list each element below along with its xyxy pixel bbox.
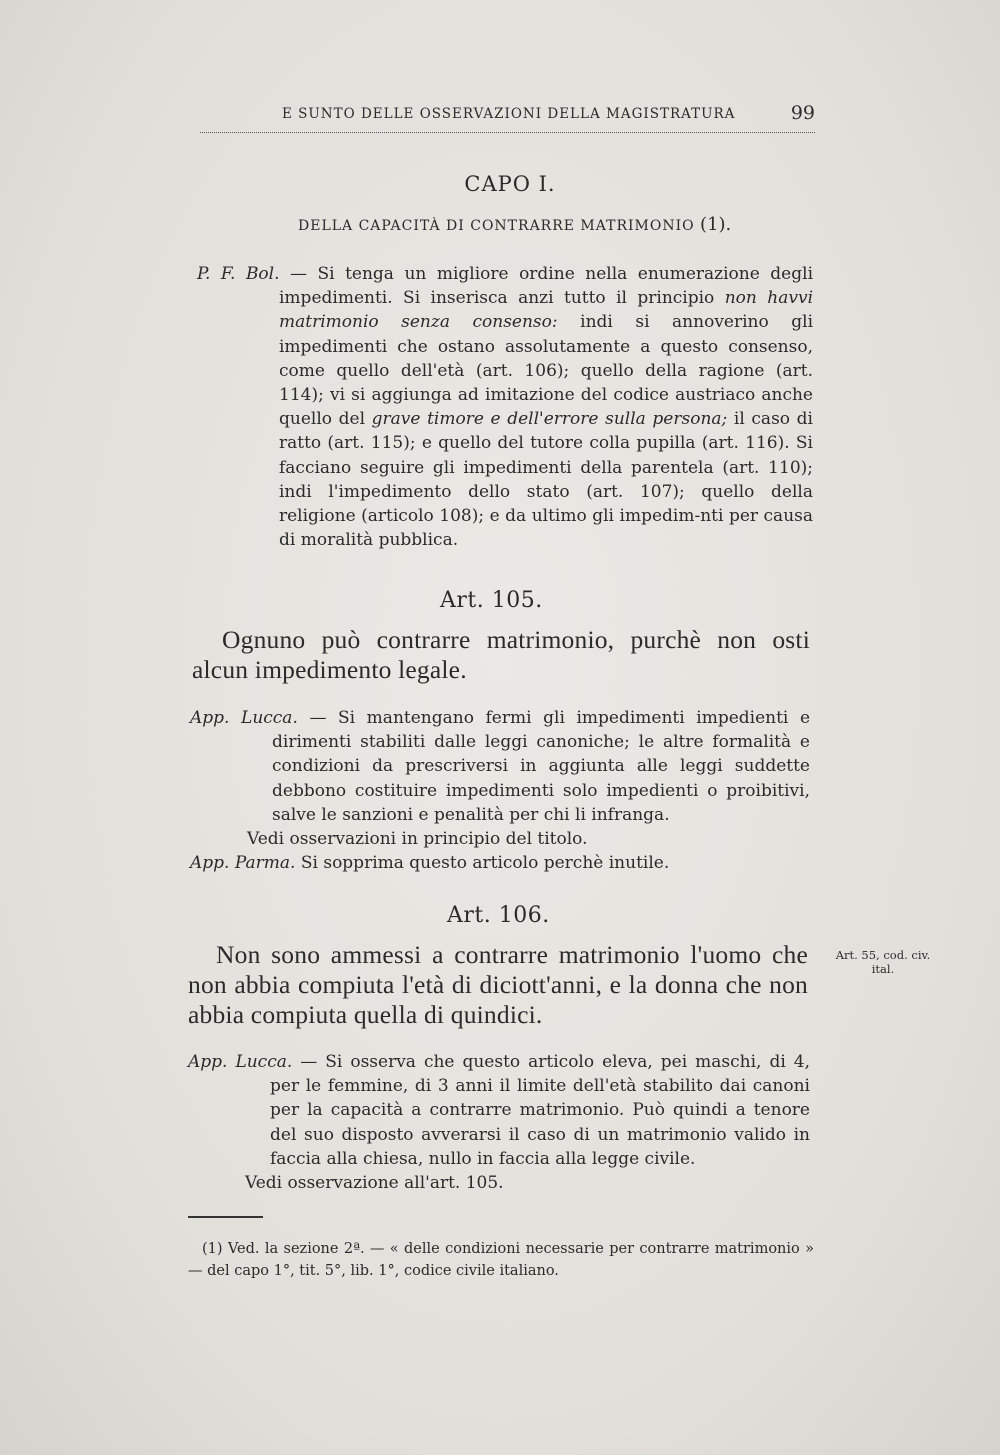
observation-text: il caso di ratto (art. 115); e quello del tutore colla pupilla (art. 116). Si facciano seguire gli impedimenti della parentela (art. 110); indi l'impedimento dello stato (art. 107); quello della religione (articolo 108); e da ultimo gli impedim-nti per causa di moralità pubblica. bbox=[279, 409, 813, 551]
observations-article-106 bbox=[188, 1050, 810, 1195]
running-title: E SUNTO DELLE OSSERVAZIONI DELLA MAGISTRATURA bbox=[282, 106, 736, 122]
observation-text: — Si tenga un migliore ordine nella enumerazione degli impedimenti. Si inserisca anzi tutto il principio bbox=[279, 264, 814, 309]
observation-bologna bbox=[197, 262, 813, 552]
observation-emphasis: grave timore e dell'errore sulla persona; bbox=[371, 409, 728, 430]
observation-text: — Si mantengano fermi gli impedimenti impedienti e dirimenti stabiliti dalle leggi canoniche; le altre formalità e condizioni da prescriversi in aggiunta alle leggi suddette debbono costituire impedimenti solo impedienti o proibitivi, salve le sanzioni e penalità per chi li infranga. bbox=[272, 708, 811, 825]
footnote-text: (1) Ved. la sezione 2ª. — « delle condizioni necessarie per contrarre matrimonio » — del capo 1°, tit. 5°, lib. 1°, codice civile italiano. bbox=[188, 1241, 814, 1279]
observation-text: — Si osserva che questo articolo eleva, pei maschi, di 4, per le femmine, di 3 anni il limite dell'età stabilito dai canoni per la capacità a contrarre matrimonio. Può quindi a tenore del suo disposto avverarsi il caso di un matrimonio valido in faccia alla chiesa, nullo in faccia alla legge civile. bbox=[270, 1052, 810, 1169]
cross-reference: Vedi osservazione all'art. 105. bbox=[245, 1173, 504, 1194]
chapter-subtitle bbox=[298, 214, 731, 235]
observation-text: Si sopprima questo articolo perchè inutile. bbox=[295, 853, 670, 874]
margin-note: Art. 55, cod. civ. ital. bbox=[835, 948, 931, 976]
chapter-title: CAPO I. bbox=[464, 172, 556, 196]
footnote-reference: (1). bbox=[700, 214, 732, 235]
observation-emphasis: non havvi matrimonio senza consenso: bbox=[279, 288, 814, 333]
observation-source: P. F. Bol. bbox=[197, 264, 280, 284]
observation-source: App. Lucca. bbox=[188, 1052, 293, 1072]
observation-source: App. Lucca. bbox=[190, 708, 298, 728]
chapter-subtitle-text: DELLA CAPACITÀ DI CONTRARRE MATRIMONIO bbox=[298, 218, 695, 234]
observation-text: indi si annoverino gli impedimenti che ostano assolutamente a questo consenso, come quello dell'età (art. 106); quello della ragione (art. 114); vi si aggiunga ad imitazione del codice austriaco anche quello del bbox=[279, 312, 814, 430]
article-106-text: Non sono ammessi a contrarre matrimonio l'uomo che non abbia compiuta l'età di diciott'anni, e la donna che non abbia compiuta quella di quindici. bbox=[188, 940, 808, 1029]
cross-reference: Vedi osservazioni in principio del titolo. bbox=[247, 829, 588, 850]
observations-article-105 bbox=[190, 706, 810, 875]
observation-source: App. Parma. bbox=[190, 853, 296, 874]
footnote bbox=[188, 1238, 814, 1282]
article-105-title: Art. 105. bbox=[440, 588, 543, 613]
article-105-text: Ognuno può contrarre matrimonio, purchè non osti alcun impedimento legale. bbox=[192, 625, 810, 684]
footnote-rule bbox=[188, 1216, 263, 1218]
page-number: 99 bbox=[790, 102, 815, 124]
article-106-title: Art. 106. bbox=[447, 903, 550, 928]
page-header bbox=[200, 100, 815, 133]
